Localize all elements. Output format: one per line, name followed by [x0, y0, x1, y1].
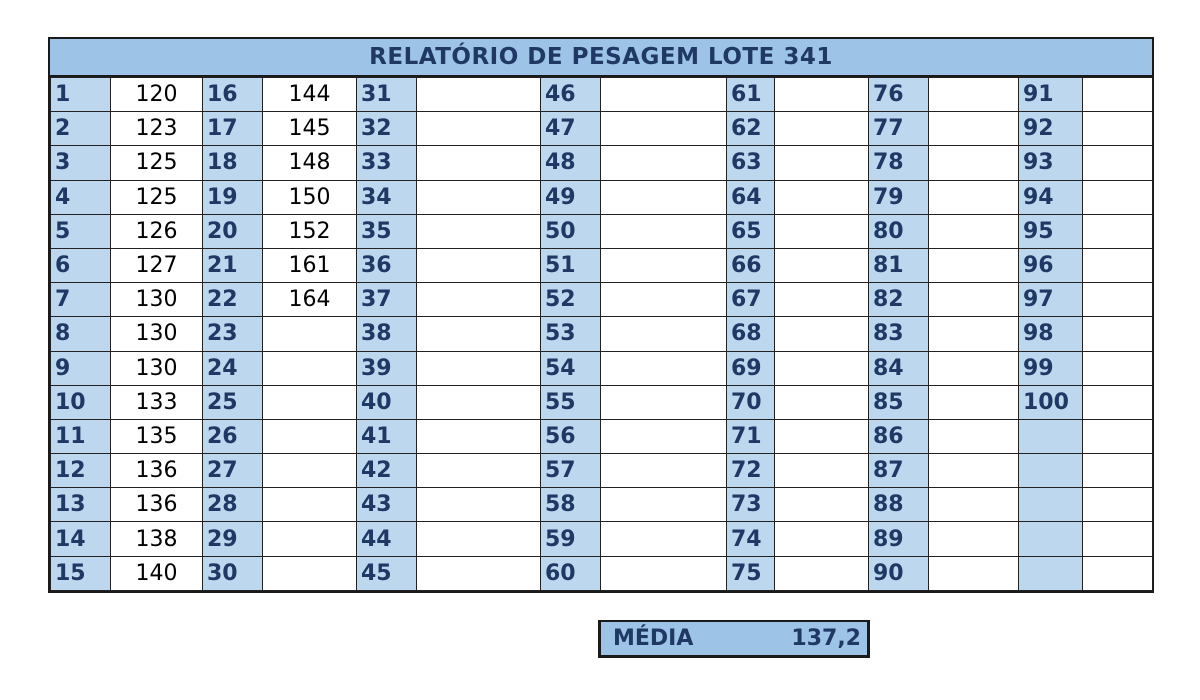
- animal-number-cell: 46: [541, 78, 601, 112]
- weight-cell[interactable]: 127: [111, 248, 203, 282]
- animal-number-cell: 47: [541, 112, 601, 146]
- weight-cell[interactable]: [417, 419, 541, 453]
- animal-number-cell: 60: [541, 556, 601, 590]
- animal-number-cell: 10: [51, 385, 111, 419]
- average-box: [598, 620, 870, 658]
- weight-cell[interactable]: 140: [111, 556, 203, 590]
- animal-number-cell: 66: [727, 248, 775, 282]
- weight-cell[interactable]: [929, 317, 1019, 351]
- animal-number-cell: 58: [541, 488, 601, 522]
- animal-number-cell: 81: [869, 248, 929, 282]
- animal-number-cell: 11: [51, 419, 111, 453]
- animal-number-cell: 48: [541, 146, 601, 180]
- animal-number-cell: [1019, 454, 1083, 488]
- animal-number-cell: 40: [357, 385, 417, 419]
- weight-cell[interactable]: [929, 522, 1019, 556]
- weight-cell[interactable]: [263, 419, 357, 453]
- weight-cell[interactable]: [601, 146, 727, 180]
- animal-number-cell: [1019, 419, 1083, 453]
- weight-cell[interactable]: [263, 317, 357, 351]
- weight-cell[interactable]: [929, 283, 1019, 317]
- weight-cell[interactable]: [929, 214, 1019, 248]
- animal-number-cell: 75: [727, 556, 775, 590]
- animal-number-cell: 84: [869, 351, 929, 385]
- weight-cell[interactable]: 130: [111, 283, 203, 317]
- average-label: MÉDIA: [613, 626, 694, 651]
- report-title: RELATÓRIO DE PESAGEM LOTE 341: [50, 39, 1152, 77]
- animal-number-cell: 21: [203, 248, 263, 282]
- animal-number-cell: 19: [203, 180, 263, 214]
- animal-number-cell: 73: [727, 488, 775, 522]
- animal-number-cell: 78: [869, 146, 929, 180]
- weight-cell[interactable]: 161: [263, 248, 357, 282]
- table-row: [51, 385, 1153, 419]
- weight-cell[interactable]: [601, 488, 727, 522]
- animal-number-cell: 56: [541, 419, 601, 453]
- weight-cell[interactable]: [929, 419, 1019, 453]
- table-row: [51, 488, 1153, 522]
- weight-cell[interactable]: 145: [263, 112, 357, 146]
- weight-cell[interactable]: [775, 317, 869, 351]
- animal-number-cell: 99: [1019, 351, 1083, 385]
- weight-cell[interactable]: 164: [263, 283, 357, 317]
- weight-cell[interactable]: [929, 112, 1019, 146]
- weight-cell[interactable]: [775, 419, 869, 453]
- animal-number-cell: 22: [203, 283, 263, 317]
- animal-number-cell: 30: [203, 556, 263, 590]
- animal-number-cell: 50: [541, 214, 601, 248]
- weight-cell[interactable]: [417, 78, 541, 112]
- weight-cell[interactable]: [1083, 78, 1153, 112]
- weight-cell[interactable]: [601, 112, 727, 146]
- weight-cell[interactable]: [1083, 214, 1153, 248]
- animal-number-cell: 13: [51, 488, 111, 522]
- animal-number-cell: 36: [357, 248, 417, 282]
- weight-cell[interactable]: [775, 146, 869, 180]
- weight-cell[interactable]: [263, 351, 357, 385]
- animal-number-cell: 8: [51, 317, 111, 351]
- animal-number-cell: 33: [357, 146, 417, 180]
- animal-number-cell: 15: [51, 556, 111, 590]
- weight-cell[interactable]: [1083, 522, 1153, 556]
- animal-number-cell: 5: [51, 214, 111, 248]
- weight-cell[interactable]: [929, 385, 1019, 419]
- weight-cell[interactable]: 125: [111, 146, 203, 180]
- weight-cell[interactable]: [929, 488, 1019, 522]
- animal-number-cell: 79: [869, 180, 929, 214]
- weight-cell[interactable]: [1083, 317, 1153, 351]
- animal-number-cell: 91: [1019, 78, 1083, 112]
- animal-number-cell: 87: [869, 454, 929, 488]
- animal-number-cell: 85: [869, 385, 929, 419]
- animal-number-cell: 51: [541, 248, 601, 282]
- table-row: [51, 556, 1153, 590]
- animal-number-cell: 35: [357, 214, 417, 248]
- weight-cell[interactable]: [601, 351, 727, 385]
- weight-cell[interactable]: [417, 556, 541, 590]
- weight-cell[interactable]: [263, 522, 357, 556]
- animal-number-cell: 41: [357, 419, 417, 453]
- weight-cell[interactable]: [1083, 454, 1153, 488]
- animal-number-cell: 39: [357, 351, 417, 385]
- weight-cell[interactable]: [417, 248, 541, 282]
- animal-number-cell: 96: [1019, 248, 1083, 282]
- weight-cell[interactable]: [417, 146, 541, 180]
- weight-cell[interactable]: [601, 214, 727, 248]
- animal-number-cell: 37: [357, 283, 417, 317]
- weight-cell[interactable]: [929, 351, 1019, 385]
- animal-number-cell: 97: [1019, 283, 1083, 317]
- weight-cell[interactable]: [263, 385, 357, 419]
- animal-number-cell: 43: [357, 488, 417, 522]
- weight-cell[interactable]: [929, 146, 1019, 180]
- animal-number-cell: 88: [869, 488, 929, 522]
- table-row: [51, 180, 1153, 214]
- weight-cell[interactable]: [601, 522, 727, 556]
- animal-number-cell: 57: [541, 454, 601, 488]
- weight-cell[interactable]: 123: [111, 112, 203, 146]
- animal-number-cell: 27: [203, 454, 263, 488]
- weight-cell[interactable]: [601, 317, 727, 351]
- weight-cell[interactable]: [1083, 351, 1153, 385]
- animal-number-cell: 42: [357, 454, 417, 488]
- animal-number-cell: [1019, 488, 1083, 522]
- animal-number-cell: 67: [727, 283, 775, 317]
- weight-cell[interactable]: [1083, 419, 1153, 453]
- animal-number-cell: 49: [541, 180, 601, 214]
- animal-number-cell: 25: [203, 385, 263, 419]
- table-row: [51, 112, 1153, 146]
- weight-cell[interactable]: [1083, 112, 1153, 146]
- animal-number-cell: 9: [51, 351, 111, 385]
- animal-number-cell: 72: [727, 454, 775, 488]
- weight-cell[interactable]: [929, 454, 1019, 488]
- weight-cell[interactable]: [601, 419, 727, 453]
- animal-number-cell: 7: [51, 283, 111, 317]
- weight-cell[interactable]: [929, 556, 1019, 590]
- weight-cell[interactable]: 125: [111, 180, 203, 214]
- weight-cell[interactable]: [601, 385, 727, 419]
- weight-cell[interactable]: [775, 385, 869, 419]
- weight-cell[interactable]: 148: [263, 146, 357, 180]
- animal-number-cell: 54: [541, 351, 601, 385]
- animal-number-cell: 83: [869, 317, 929, 351]
- weight-cell[interactable]: [929, 78, 1019, 112]
- weight-cell[interactable]: [417, 112, 541, 146]
- animal-number-cell: 53: [541, 317, 601, 351]
- animal-number-cell: 86: [869, 419, 929, 453]
- animal-number-cell: 14: [51, 522, 111, 556]
- animal-number-cell: 89: [869, 522, 929, 556]
- weight-cell[interactable]: [1083, 180, 1153, 214]
- weight-cell[interactable]: 120: [111, 78, 203, 112]
- weight-cell[interactable]: [775, 248, 869, 282]
- weight-cell[interactable]: [775, 283, 869, 317]
- weight-cell[interactable]: [417, 488, 541, 522]
- weight-cell[interactable]: [601, 283, 727, 317]
- animal-number-cell: 3: [51, 146, 111, 180]
- weight-cell[interactable]: [775, 351, 869, 385]
- weight-cell[interactable]: [417, 317, 541, 351]
- weight-cell[interactable]: 133: [111, 385, 203, 419]
- animal-number-cell: 82: [869, 283, 929, 317]
- weight-cell[interactable]: [775, 112, 869, 146]
- weight-cell[interactable]: [1083, 146, 1153, 180]
- animal-number-cell: 31: [357, 78, 417, 112]
- animal-number-cell: 69: [727, 351, 775, 385]
- animal-number-cell: 61: [727, 78, 775, 112]
- weight-cell[interactable]: [417, 283, 541, 317]
- animal-number-cell: 23: [203, 317, 263, 351]
- weighing-report-sheet: [48, 37, 1154, 593]
- weighing-table: [50, 77, 1153, 591]
- table-row: [51, 419, 1153, 453]
- weight-cell[interactable]: [601, 180, 727, 214]
- animal-number-cell: 32: [357, 112, 417, 146]
- animal-number-cell: 70: [727, 385, 775, 419]
- animal-number-cell: 62: [727, 112, 775, 146]
- animal-number-cell: 18: [203, 146, 263, 180]
- table-row: [51, 522, 1153, 556]
- animal-number-cell: [1019, 556, 1083, 590]
- animal-number-cell: 26: [203, 419, 263, 453]
- animal-number-cell: 71: [727, 419, 775, 453]
- animal-number-cell: 59: [541, 522, 601, 556]
- weight-cell[interactable]: [263, 556, 357, 590]
- animal-number-cell: 98: [1019, 317, 1083, 351]
- weight-cell[interactable]: [417, 351, 541, 385]
- table-row: [51, 351, 1153, 385]
- weight-cell[interactable]: [929, 248, 1019, 282]
- weight-cell[interactable]: [601, 556, 727, 590]
- weight-cell[interactable]: [775, 78, 869, 112]
- animal-number-cell: 76: [869, 78, 929, 112]
- animal-number-cell: 93: [1019, 146, 1083, 180]
- animal-number-cell: 44: [357, 522, 417, 556]
- weight-cell[interactable]: [601, 78, 727, 112]
- animal-number-cell: 1: [51, 78, 111, 112]
- weight-cell[interactable]: [775, 488, 869, 522]
- animal-number-cell: 6: [51, 248, 111, 282]
- animal-number-cell: 95: [1019, 214, 1083, 248]
- weight-cell[interactable]: [417, 454, 541, 488]
- table-row: [51, 214, 1153, 248]
- weight-cell[interactable]: [601, 454, 727, 488]
- weight-cell[interactable]: [775, 180, 869, 214]
- weight-cell[interactable]: [775, 556, 869, 590]
- weight-cell[interactable]: [1083, 488, 1153, 522]
- weight-cell[interactable]: [601, 248, 727, 282]
- table-row: [51, 317, 1153, 351]
- animal-number-cell: 28: [203, 488, 263, 522]
- animal-number-cell: 65: [727, 214, 775, 248]
- weight-cell[interactable]: 136: [111, 454, 203, 488]
- weight-cell[interactable]: [263, 488, 357, 522]
- animal-number-cell: 100: [1019, 385, 1083, 419]
- weight-cell[interactable]: 130: [111, 317, 203, 351]
- animal-number-cell: 16: [203, 78, 263, 112]
- animal-number-cell: 55: [541, 385, 601, 419]
- animal-number-cell: 68: [727, 317, 775, 351]
- table-row: [51, 78, 1153, 112]
- animal-number-cell: 80: [869, 214, 929, 248]
- table-row: [51, 248, 1153, 282]
- animal-number-cell: 77: [869, 112, 929, 146]
- weight-cell[interactable]: 136: [111, 488, 203, 522]
- weight-cell[interactable]: [929, 180, 1019, 214]
- animal-number-cell: 63: [727, 146, 775, 180]
- animal-number-cell: 64: [727, 180, 775, 214]
- animal-number-cell: 2: [51, 112, 111, 146]
- animal-number-cell: 20: [203, 214, 263, 248]
- table-row: [51, 146, 1153, 180]
- weight-cell[interactable]: [775, 522, 869, 556]
- animal-number-cell: 24: [203, 351, 263, 385]
- animal-number-cell: 34: [357, 180, 417, 214]
- table-row: [51, 454, 1153, 488]
- animal-number-cell: 4: [51, 180, 111, 214]
- animal-number-cell: 45: [357, 556, 417, 590]
- weight-cell[interactable]: 144: [263, 78, 357, 112]
- weight-cell[interactable]: 138: [111, 522, 203, 556]
- weight-cell[interactable]: 130: [111, 351, 203, 385]
- table-row: [51, 283, 1153, 317]
- weight-cell[interactable]: 126: [111, 214, 203, 248]
- animal-number-cell: 38: [357, 317, 417, 351]
- weight-cell[interactable]: 150: [263, 180, 357, 214]
- weight-cell[interactable]: [775, 454, 869, 488]
- weight-cell[interactable]: [417, 214, 541, 248]
- weight-cell[interactable]: [417, 385, 541, 419]
- animal-number-cell: 92: [1019, 112, 1083, 146]
- animal-number-cell: [1019, 522, 1083, 556]
- animal-number-cell: 12: [51, 454, 111, 488]
- animal-number-cell: 74: [727, 522, 775, 556]
- weight-cell[interactable]: [417, 522, 541, 556]
- animal-number-cell: 17: [203, 112, 263, 146]
- weight-cell[interactable]: [1083, 385, 1153, 419]
- animal-number-cell: 94: [1019, 180, 1083, 214]
- weight-cell[interactable]: [417, 180, 541, 214]
- weight-cell[interactable]: [1083, 556, 1153, 590]
- animal-number-cell: 29: [203, 522, 263, 556]
- weight-cell[interactable]: [263, 454, 357, 488]
- weight-cell[interactable]: 135: [111, 419, 203, 453]
- weight-cell[interactable]: [1083, 283, 1153, 317]
- animal-number-cell: 52: [541, 283, 601, 317]
- weight-cell[interactable]: [775, 214, 869, 248]
- average-value: 137,2: [791, 626, 861, 651]
- weight-cell[interactable]: 152: [263, 214, 357, 248]
- animal-number-cell: 90: [869, 556, 929, 590]
- weight-cell[interactable]: [1083, 248, 1153, 282]
